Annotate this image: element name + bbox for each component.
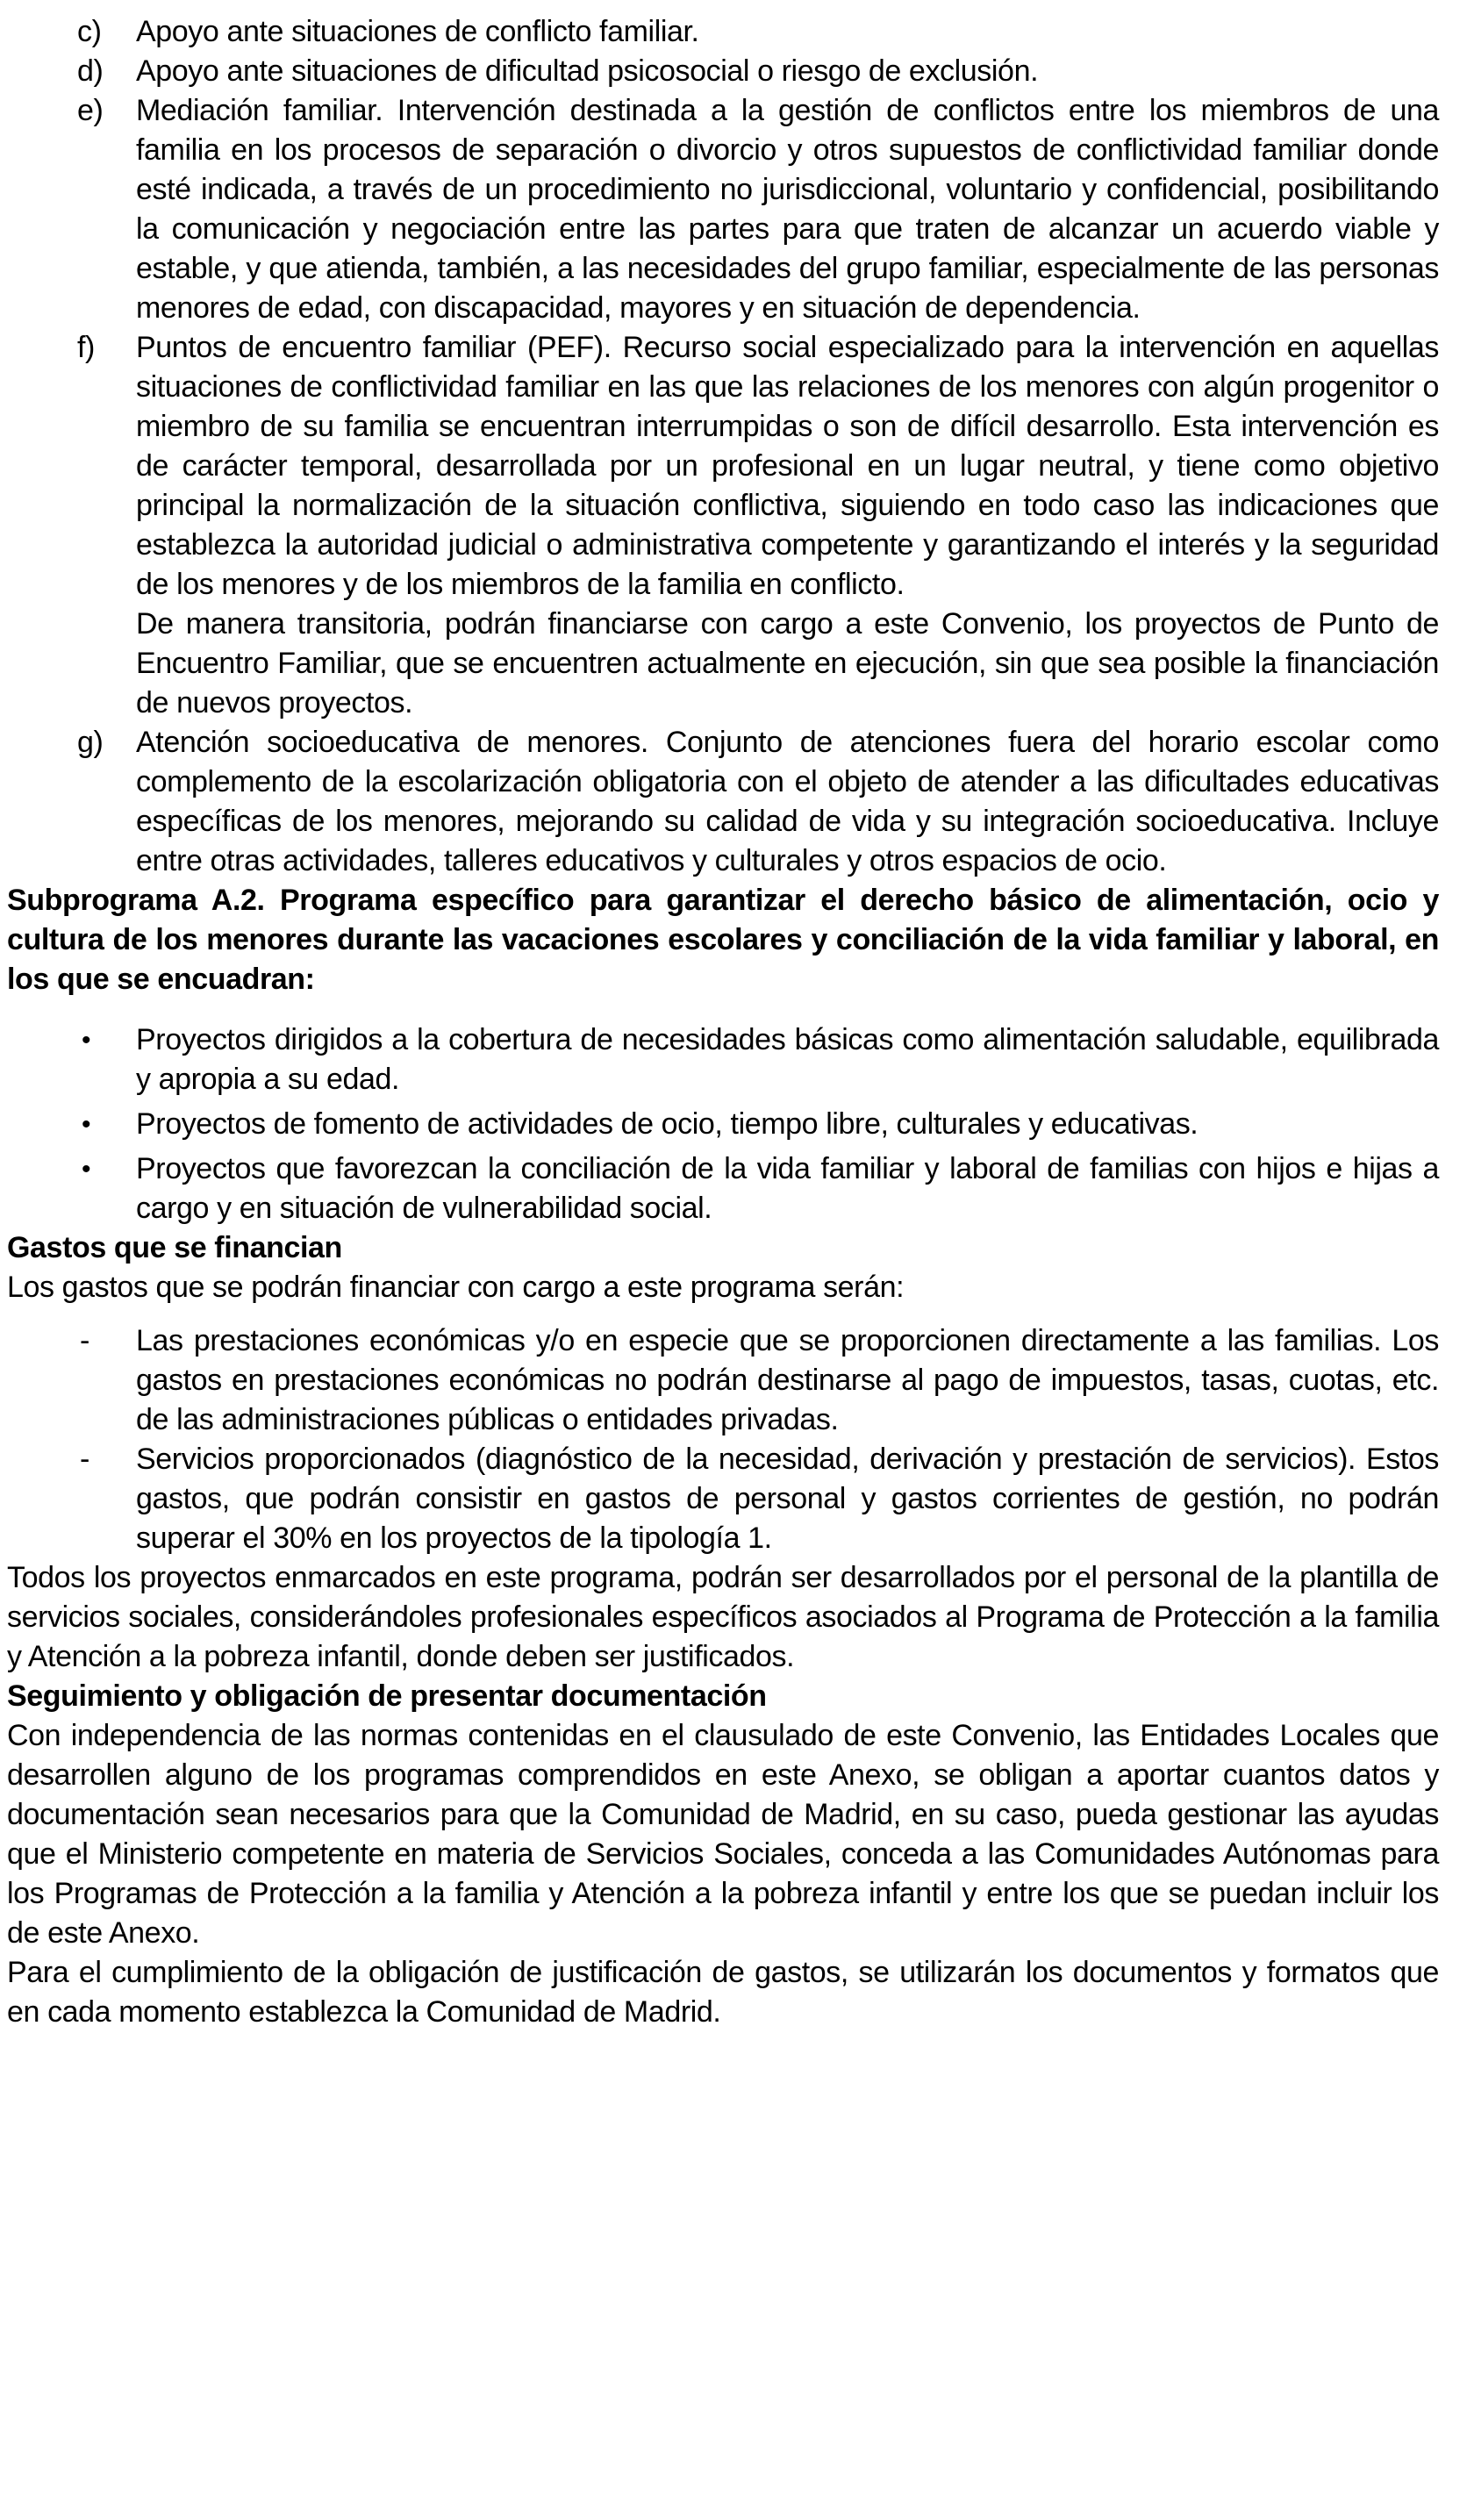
lettered-list xyxy=(7,12,1439,881)
dash-icon: - xyxy=(80,1443,89,1476)
bullet-text-2: Proyectos de fomento de actividades de ocio, tiempo libre, culturales y educativas. xyxy=(136,1107,1199,1141)
dash-item-1 xyxy=(7,1321,1439,1440)
item-f-continuation: De manera transitoria, podrán financiarse con cargo a este Convenio, los proyectos de Punto de Encuentro Familiar, que se encuentren actualmente en ejecución, sin que sea posible la financiación de nuevos proyectos. xyxy=(136,607,1439,719)
bullet-text-3: Proyectos que favorezcan la conciliación de la vida familiar y laboral de familias con hijos e hijas a cargo y en situación de vulnerabilidad social. xyxy=(136,1152,1439,1225)
list-item-e xyxy=(7,91,1439,328)
item-text-c: Apoyo ante situaciones de conflicto familiar. xyxy=(136,15,699,48)
item-text-e: Mediación familiar. Intervención destinada a la gestión de conflictos entre los miembros de una familia en los procesos de separación o divorcio y otros supuestos de conflictividad familiar donde esté indicada, a través de un procedimiento no jurisdiccional, voluntario y confidencial, posibilitando la comunicación y negociación entre las partes para que traten de alcanzar un acuerdo viable y estable, y que atienda, también, a las necesidades del grupo familiar, especialmente de las personas menores de edad, con discapacidad, mayores y en situación de dependencia. xyxy=(136,94,1439,325)
item-text-d: Apoyo ante situaciones de dificultad psicosocial o riesgo de exclusión. xyxy=(136,54,1039,88)
item-marker-c: c) xyxy=(77,15,102,48)
item-text-f: Puntos de encuentro familiar (PEF). Recurso social especializado para la intervención en aquellas situaciones de conflictividad familiar en las que las relaciones de los menores con algún progenitor o miembro de su familia se encuentran interrumpidas o son de difícil desarrollo. Esta intervención es de carácter temporal, desarrollada por un profesional en un lugar neutral, y tiene como objetivo principal la normalización de la situación conflictiva, siguiendo en todo caso las indicaciones que establezca la autoridad judicial o administrativa competente y garantizando el interés y la seguridad de los menores y de los miembros de la familia en conflicto. xyxy=(136,331,1439,601)
bullet-item-2 xyxy=(7,1105,1439,1144)
bullet-item-3 xyxy=(7,1149,1439,1228)
item-marker-d: d) xyxy=(77,54,104,88)
todos-paragraph: Todos los proyectos enmarcados en este programa, podrán ser desarrollados por el personal de la plantilla de servicios sociales, considerándoles profesionales específicos asociados al Programa de Protección a la familia y Atención a la pobreza infantil, donde deben ser justificados. xyxy=(7,1561,1439,1673)
item-marker-g: g) xyxy=(77,726,104,759)
gastos-intro: Los gastos que se podrán financiar con cargo a este programa serán: xyxy=(7,1271,905,1304)
dash-list xyxy=(7,1321,1439,1558)
seguimiento-heading: Seguimiento y obligación de presentar documentación xyxy=(7,1679,767,1713)
item-marker-f: f) xyxy=(77,331,95,364)
subprograma-heading: Subprograma A.2. Programa específico para garantizar el derecho básico de alimentación, ocio y cultura de los menores durante las vacaciones escolares y conciliación de la vida familiar y laboral, en los que se encuadran: xyxy=(7,884,1439,996)
item-marker-e: e) xyxy=(77,94,104,127)
bullet-icon: • xyxy=(82,1026,91,1055)
list-item-g xyxy=(7,723,1439,881)
seguimiento-paragraph: Con independencia de las normas contenidas en el clausulado de este Convenio, las Entidades Locales que desarrollen alguno de los programas comprendidos en este Anexo, se obligan a aportar cuantos datos y documentación sean necesarios para que la Comunidad de Madrid, en su caso, pueda gestionar las ayudas que el Ministerio competente en materia de Servicios Sociales, conceda a las Comunidades Autónomas para los Programas de Protección a la familia y Atención a la pobreza infantil y entre los que se puedan incluir los de este Anexo. xyxy=(7,1719,1439,1950)
dash-text-2: Servicios proporcionados (diagnóstico de la necesidad, derivación y prestación de servicios). Estos gastos, que podrán consistir en gastos de personal y gastos corrientes de gestión, no podrán superar el 30% en los proyectos de la tipología 1. xyxy=(136,1443,1439,1555)
bullet-list xyxy=(7,1020,1439,1228)
list-item-d xyxy=(7,52,1439,91)
bullet-item-1 xyxy=(7,1020,1439,1099)
bullet-text-1: Proyectos dirigidos a la cobertura de necesidades básicas como alimentación saludable, equilibrada y apropia a su edad. xyxy=(136,1023,1439,1096)
list-item-f xyxy=(7,328,1439,723)
dash-text-1: Las prestaciones económicas y/o en especie que se proporcionen directamente a las familias. Los gastos en prestaciones económicas no podrán destinarse al pago de impuestos, tasas, cuotas, etc. de las administraciones públicas o entidades privadas. xyxy=(136,1324,1439,1436)
bullet-icon: • xyxy=(82,1155,91,1184)
cumplimiento-paragraph: Para el cumplimiento de la obligación de justificación de gastos, se utilizarán los documentos y formatos que en cada momento establezca la Comunidad de Madrid. xyxy=(7,1956,1439,2029)
bullet-icon: • xyxy=(82,1110,91,1139)
dash-item-2 xyxy=(7,1440,1439,1558)
list-item-c xyxy=(7,12,1439,52)
gastos-heading: Gastos que se financian xyxy=(7,1231,342,1264)
item-text-g: Atención socioeducativa de menores. Conjunto de atenciones fuera del horario escolar como complemento de la escolarización obligatoria con el objeto de atender a las dificultades educativas específicas de los menores, mejorando su calidad de vida y su integración socioeducativa. Incluye entre otras actividades, talleres educativos y culturales y otros espacios de ocio. xyxy=(136,726,1439,877)
dash-icon: - xyxy=(80,1324,89,1357)
